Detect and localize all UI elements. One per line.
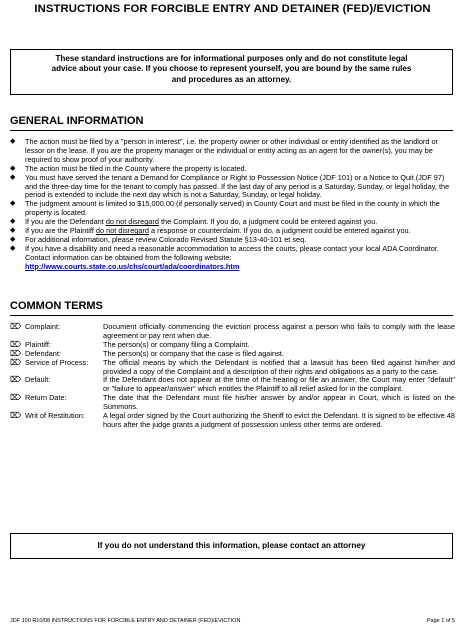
list-item: ◆ For additional information, please review Colorado Revised Statute §13-40-101 et seq.	[10, 234, 307, 244]
term-label: Service of Process:	[25, 357, 89, 367]
diamond-bullet-icon: ◆	[10, 173, 16, 181]
term-definition: The person(s) or company that the case is filed against.	[103, 348, 284, 358]
term-row	[10, 359, 455, 377]
page-footer	[10, 618, 455, 624]
page-number: Page 1 of 5	[426, 618, 455, 624]
page-title: INSTRUCTIONS FOR FORCIBLE ENTRY AND DETAINER (FED)/EVICTION	[34, 3, 431, 15]
term-row	[10, 412, 455, 430]
common-terms-list	[10, 323, 455, 430]
arrow-box-icon: ⌦	[10, 348, 22, 358]
list-item: ◆ You must have served the tenant a Demand for Compliance or Right to Possession Notice (JDF 101) or a Notice to Quit (JDF 97) and the three-day time for the tenant to comply has passed. If the last day of any period is a Saturday, Sunday, or legal holiday, the period is extended to include the next day which is not a Saturday, Sunday, or legal holiday.	[10, 172, 450, 200]
common-terms-heading: COMMON TERMS	[10, 300, 103, 312]
arrow-box-icon: ⌦	[10, 411, 22, 421]
term-label: Return Date:	[25, 393, 67, 403]
term-definition: The official means by which the Defendant is notified that a lawsuit has been filed against him/her and provided a copy of the Complaint and a description of their rights and obligations as a party to the case.	[103, 357, 455, 376]
list-item: ◆ The action must be filed in the County where the property is located.	[10, 163, 247, 173]
arrow-box-icon: ⌦	[10, 393, 22, 403]
term-label: Defendant:	[25, 348, 61, 358]
list-item: ◆ The action must be filed by a "person in interest", i.e. the property owner or other individual or entity identified as the landlord or lessor on the lease. If you are the property manager or the individual or entity acting as an agent for the owner(s), you may be required to show proof of your authority.	[10, 137, 439, 164]
diamond-bullet-icon: ◆	[10, 164, 16, 172]
term-label: Default:	[25, 375, 51, 385]
term-label: Plaintiff:	[25, 339, 51, 349]
term-row	[10, 323, 455, 341]
diamond-bullet-icon: ◆	[10, 138, 16, 145]
disclaimer-line-3: and procedures as an attorney.	[171, 74, 292, 84]
diamond-bullet-icon: ◆	[10, 244, 16, 252]
disclaimer-line-2: advice about your case. If you choose to represent yourself, you are bound by the same rules	[51, 64, 412, 74]
arrow-box-icon: ⌦	[10, 339, 22, 349]
diamond-bullet-icon: ◆	[10, 227, 16, 235]
arrow-box-icon: ⌦	[10, 375, 22, 385]
contact-attorney-notice: If you do not understand this information, please contact an attorney	[10, 533, 453, 559]
term-label: Complaint:	[25, 322, 61, 331]
term-definition: Document officially commencing the eviction process against a person who fails to comply with the lease agreement or pay rent when due.	[103, 322, 455, 340]
list-item: ◆ If you have a disability and need a reasonable accommodation to access the courts, please contact your local ADA Coordinator. Contact information can be obtained from the following website: http://www.courts.state.co.us/chs/court/ada/coordinators.htm	[10, 243, 439, 271]
list-item: ◆ The judgment amount is limited to $15,000.00 (if personally served) in County Court and must be filed in the county in which the property is located.	[10, 199, 440, 218]
form-id-footer: JDF 100 R10/08 INSTRUCTIONS FOR FORCIBLE ENTRY AND DETAINER (FED)/EVICTION	[10, 618, 241, 624]
diamond-bullet-icon: ◆	[10, 218, 16, 226]
ada-coordinators-link[interactable]: http://www.courts.state.co.us/chs/court/ada/coordinators.htm	[25, 261, 240, 271]
disclaimer-box	[10, 49, 453, 95]
general-heading-rule	[10, 130, 453, 131]
term-row	[10, 376, 455, 394]
general-information-list	[10, 138, 455, 272]
general-information-heading: GENERAL INFORMATION	[10, 115, 144, 127]
term-label: Writ of Restitution:	[25, 411, 85, 421]
terms-heading-rule	[10, 315, 453, 316]
term-row	[10, 394, 455, 412]
term-definition: The date that the Defendant must file his/her answer by and/or appear in Court, which is listed on the Summons.	[103, 393, 455, 412]
term-definition: The person(s) or company filing a Complaint.	[103, 339, 250, 349]
arrow-box-icon: ⌦	[10, 322, 22, 331]
term-definition: If the Defendant does not appear at the time of the hearing or file an answer, the Court may enter "default" or "failure to appear/answer" which entitles the Plaintiff to all relief asked for in the complaint.	[103, 375, 455, 394]
arrow-box-icon: ⌦	[10, 357, 22, 367]
term-definition: A legal order signed by the Court authorizing the Sheriff to evict the Defendant. It is signed to be effective 48 hours after the judge grants a judgment of possession unless other terms are ordered.	[103, 411, 455, 429]
diamond-bullet-icon: ◆	[10, 200, 16, 208]
diamond-bullet-icon: ◆	[10, 235, 16, 243]
list-item: ◆ If you are the Defendant do not disregard the Complaint. If you do, a judgment could be entered against you.	[10, 217, 378, 227]
list-item: ◆ If you are the Plaintiff do not disregard a response or counterclaim. If you do, a judgment could be entered against you.	[10, 226, 411, 236]
disclaimer-line-1: These standard instructions are for informational purposes only and do not constitute legal	[55, 54, 408, 63]
